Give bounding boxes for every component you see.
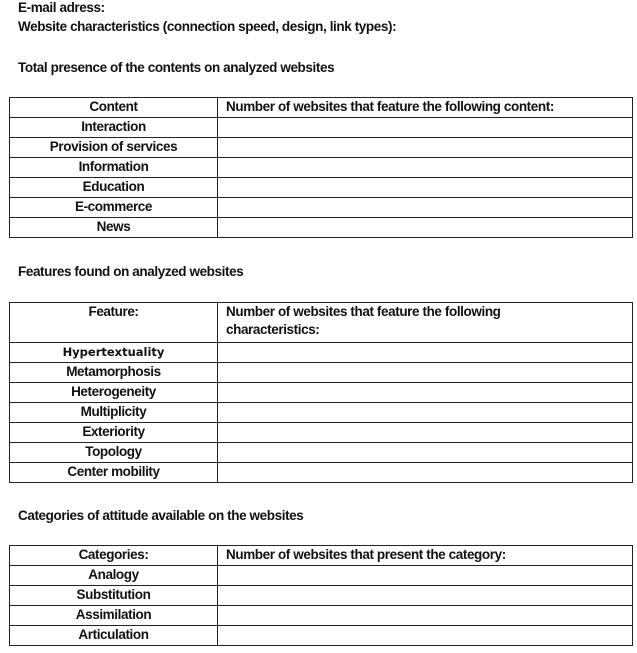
- table-row: [10, 443, 633, 463]
- table-row: [10, 626, 633, 646]
- row-label: Substitution: [10, 586, 218, 606]
- row-label: Metamorphosis: [10, 363, 218, 383]
- row-label: Analogy: [10, 566, 218, 586]
- row-value-cell[interactable]: [218, 138, 633, 158]
- column-header-count: Number of websites that present the category:: [218, 546, 633, 566]
- row-value-cell[interactable]: [218, 423, 633, 443]
- row-value-cell[interactable]: [218, 178, 633, 198]
- row-label: Education: [10, 178, 218, 198]
- categories-table: [9, 545, 633, 646]
- table-row: [10, 198, 633, 218]
- row-value-cell[interactable]: [218, 363, 633, 383]
- contents-table: [9, 97, 633, 238]
- column-header-count: Number of websites that feature the following characteristics:: [218, 303, 633, 343]
- table-row: [10, 363, 633, 383]
- categories-section-title: Categories of attitude available on the websites: [18, 508, 304, 523]
- contents-section-title: Total presence of the contents on analyzed websites: [18, 60, 335, 75]
- row-label: Assimilation: [10, 606, 218, 626]
- table-header-row: [10, 98, 633, 118]
- email-label: E-mail adress:: [18, 0, 105, 15]
- row-value-cell[interactable]: [218, 118, 633, 138]
- row-label: Information: [10, 158, 218, 178]
- row-label: Topology: [10, 443, 218, 463]
- table-row: [10, 218, 633, 238]
- table-row: [10, 566, 633, 586]
- row-value-cell[interactable]: [218, 443, 633, 463]
- row-label: Center mobility: [10, 463, 218, 483]
- row-value-cell[interactable]: [218, 343, 633, 363]
- table-row: [10, 158, 633, 178]
- row-label: Exteriority: [10, 423, 218, 443]
- table-row: [10, 463, 633, 483]
- table-row: [10, 423, 633, 443]
- row-value-cell[interactable]: [218, 403, 633, 423]
- row-value-cell[interactable]: [218, 198, 633, 218]
- table-header-row: [10, 546, 633, 566]
- row-value-cell[interactable]: [218, 383, 633, 403]
- row-label: Articulation: [10, 626, 218, 646]
- features-section-title: Features found on analyzed websites: [18, 264, 244, 279]
- table-row: [10, 606, 633, 626]
- column-header-feature: Feature:: [10, 303, 218, 343]
- table-row: [10, 178, 633, 198]
- website-characteristics-label: Website characteristics (connection speed, design, link types):: [18, 19, 397, 34]
- table-row: [10, 343, 633, 363]
- row-value-cell[interactable]: [218, 158, 633, 178]
- row-label: Provision of services: [10, 138, 218, 158]
- row-value-cell[interactable]: [218, 606, 633, 626]
- column-header-count: Number of websites that feature the following content:: [218, 98, 633, 118]
- table-row: [10, 383, 633, 403]
- table-row: [10, 118, 633, 138]
- row-value-cell[interactable]: [218, 463, 633, 483]
- row-label: Heterogeneity: [10, 383, 218, 403]
- features-table: [9, 302, 633, 483]
- row-value-cell[interactable]: [218, 218, 633, 238]
- table-row: [10, 138, 633, 158]
- column-header-categories: Categories:: [10, 546, 218, 566]
- column-header-content: Content: [10, 98, 218, 118]
- row-label: Hypertextuality: [10, 343, 218, 363]
- row-value-cell[interactable]: [218, 626, 633, 646]
- row-value-cell[interactable]: [218, 566, 633, 586]
- row-label: Multiplicity: [10, 403, 218, 423]
- table-row: [10, 403, 633, 423]
- table-row: [10, 586, 633, 606]
- table-header-row: [10, 303, 633, 343]
- row-label: Interaction: [10, 118, 218, 138]
- row-value-cell[interactable]: [218, 586, 633, 606]
- row-label: E-commerce: [10, 198, 218, 218]
- row-label: News: [10, 218, 218, 238]
